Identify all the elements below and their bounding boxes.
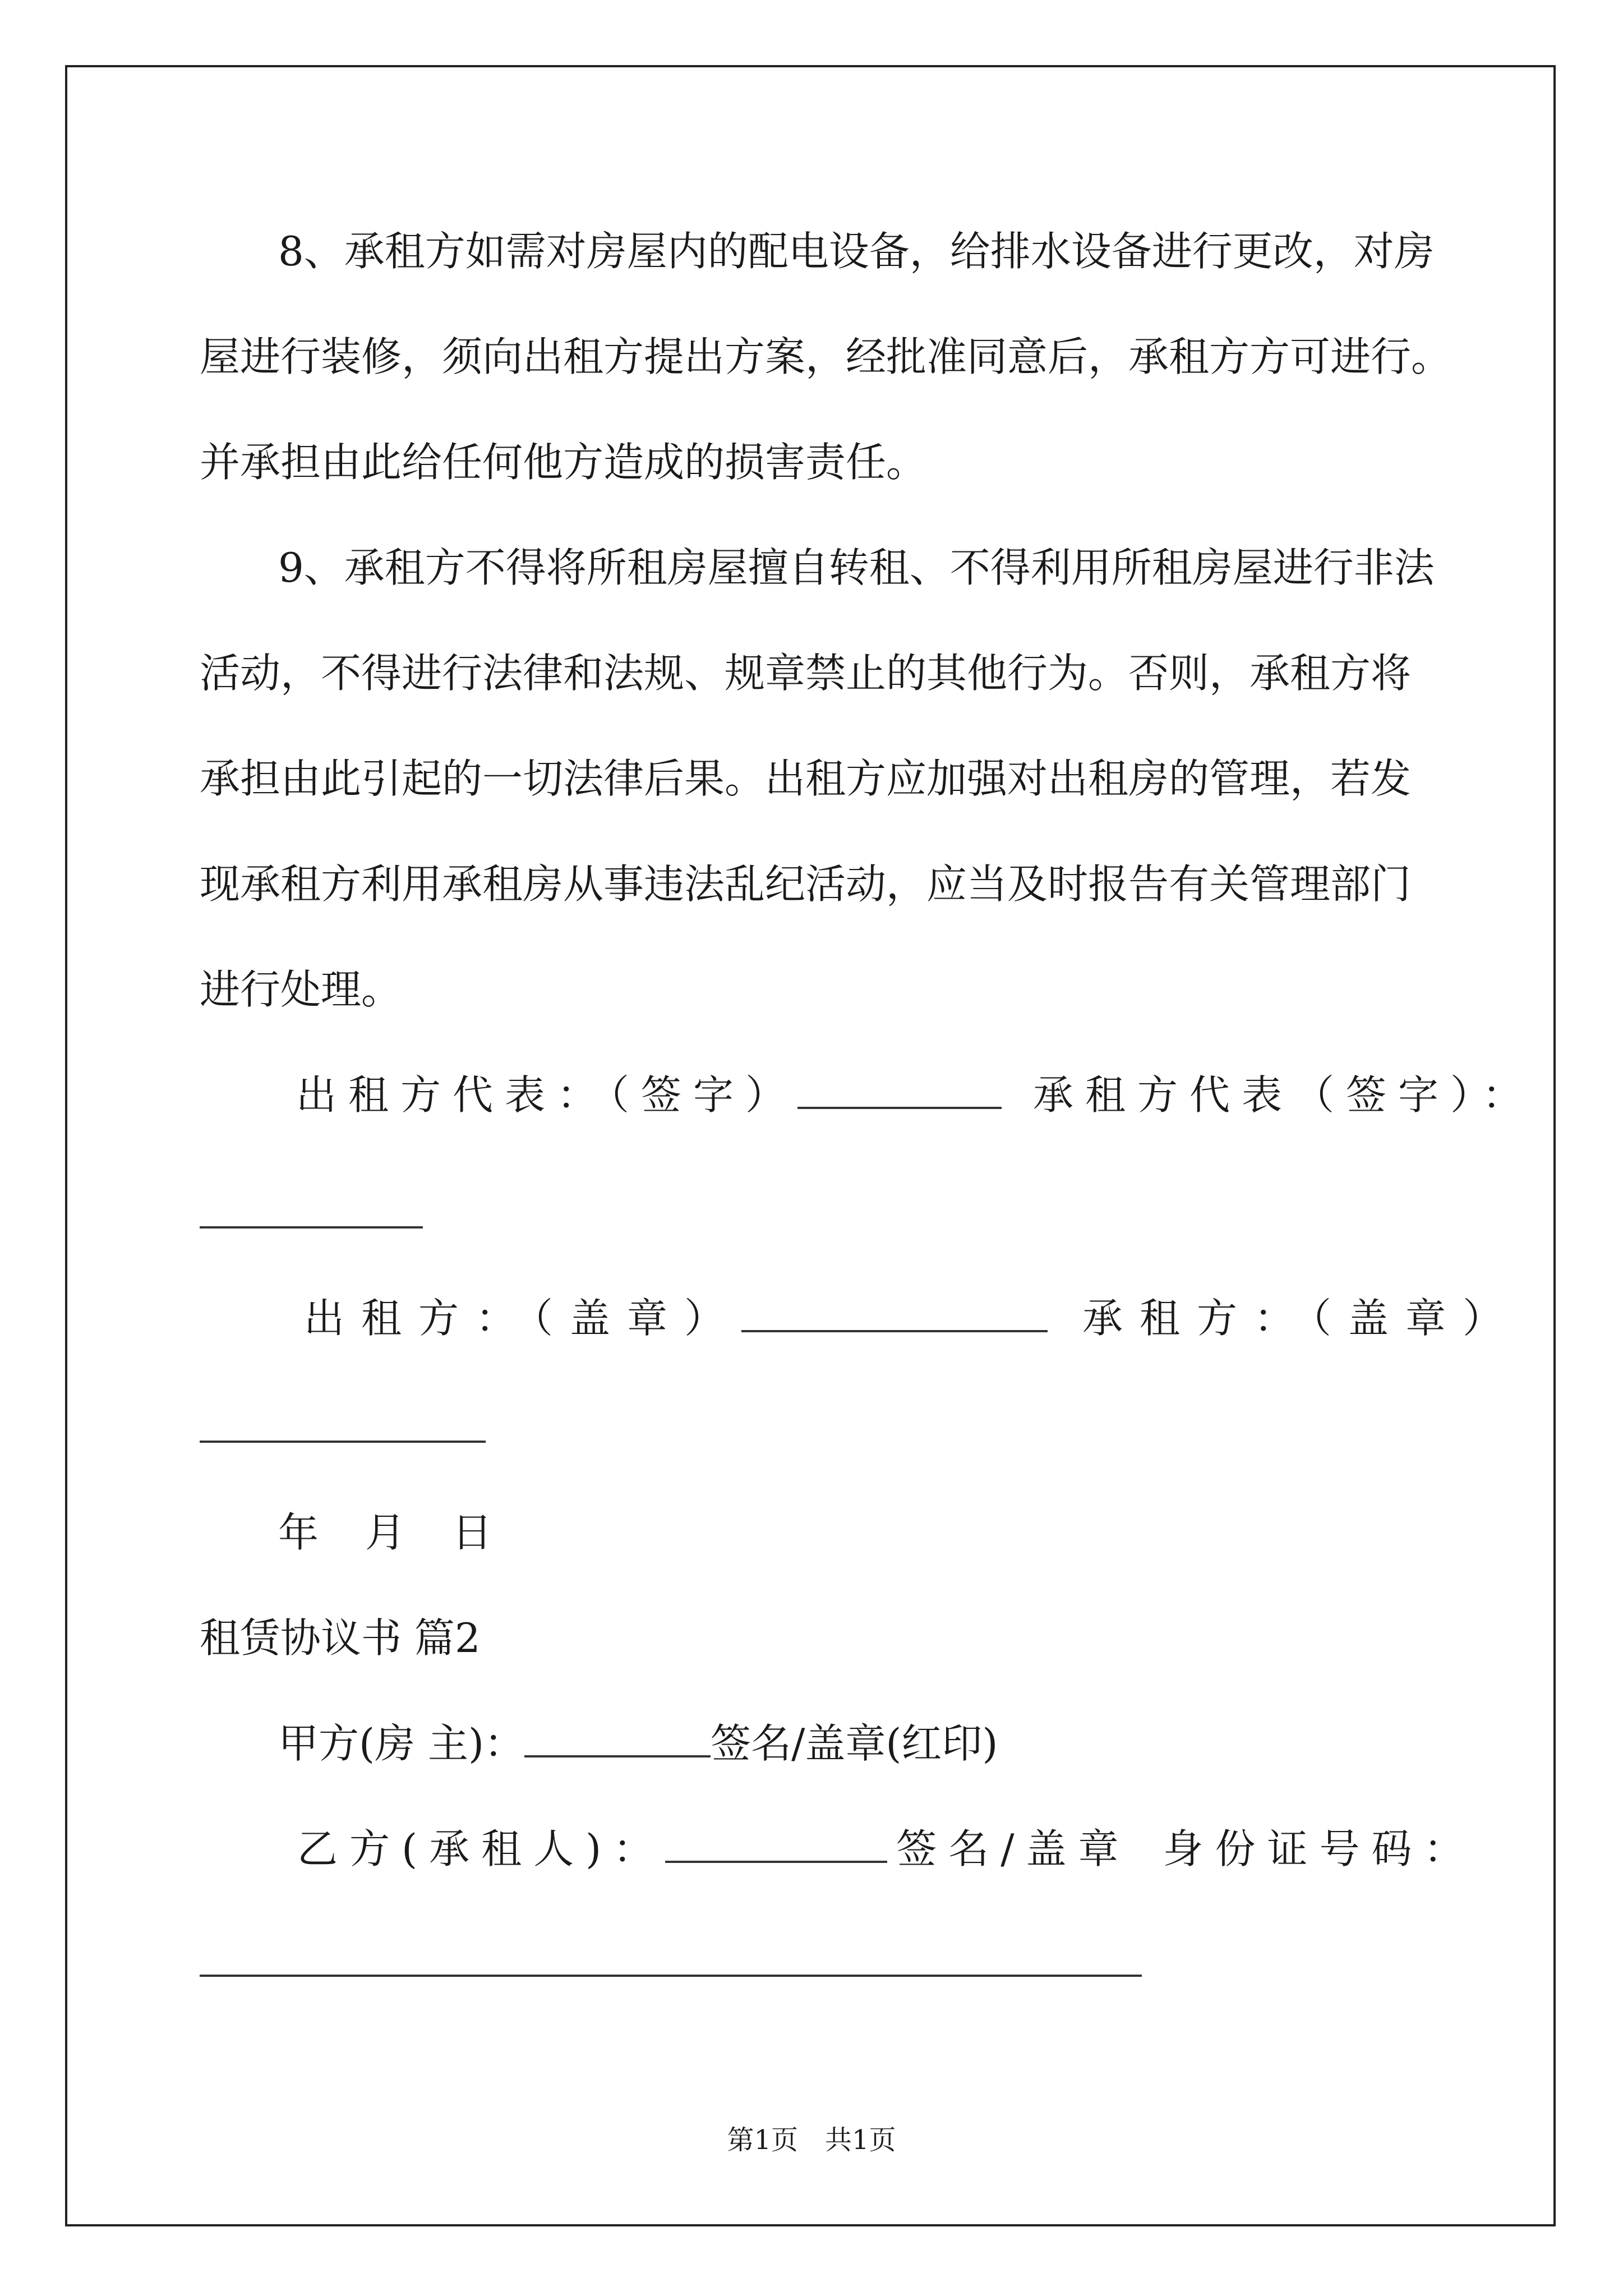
clause-9-line-5: 进行处理。 <box>200 966 402 1013</box>
page-border <box>65 65 1556 2226</box>
clause-8-line-1: 8、承租方如需对房屋内的配电设备，给排水设备进行更改，对房 <box>278 228 1435 275</box>
id-number-label: 身份证号码： <box>1163 1825 1476 1872</box>
representative-signature-row <box>296 1067 1534 1123</box>
party-a-row <box>278 1715 998 1772</box>
lessee-representative-label: 承租方代表（签字）： <box>1033 1071 1535 1119</box>
seal-row <box>304 1290 1520 1346</box>
clause-9-line-3: 承担由此引起的一切法律后果。出租方应加强对出租房的管理，若发 <box>200 755 1412 802</box>
clause-8-line-3: 并承担由此给任何他方造成的损害责任。 <box>200 439 927 486</box>
clause-9-line-2: 活动，不得进行法律和法规、规章禁止的其他行为。否则，承租方将 <box>200 650 1412 697</box>
lessor-representative-label: 出租方代表：（签字） <box>296 1071 798 1119</box>
lessee-seal-label: 承租方：（盖章） <box>1082 1295 1520 1342</box>
lessee-representative-signature-blank[interactable] <box>200 1226 423 1228</box>
party-b-label: 乙方(承租人)： <box>297 1825 666 1872</box>
party-a-signature-blank[interactable] <box>524 1720 711 1757</box>
page-number-footer: 第1页 共1页 <box>727 2124 896 2156</box>
lessor-representative-signature-blank[interactable] <box>797 1072 1002 1109</box>
party-a-label: 甲方(房 主)： <box>278 1720 525 1767</box>
party-b-signature-note: 签名/盖章 <box>896 1825 1131 1872</box>
clause-9-line-1: 9、承租方不得将所租房屋擅自转租、不得利用所租房屋进行非法 <box>278 544 1435 591</box>
party-b-signature-blank[interactable] <box>665 1826 887 1863</box>
lessor-seal-label: 出租方：（盖章） <box>304 1295 742 1342</box>
lessor-seal-blank[interactable] <box>741 1295 1048 1332</box>
section-2-title: 租赁协议书 篇2 <box>200 1614 481 1662</box>
id-number-blank[interactable] <box>200 1975 1142 1977</box>
date-line: 年 月 日 <box>278 1509 509 1556</box>
clause-9-line-4: 现承租方利用承租房从事违法乱纪活动，应当及时报告有关管理部门 <box>200 861 1412 908</box>
party-a-signature-note: 签名/盖章(红印) <box>711 1720 998 1767</box>
clause-8-line-2: 屋进行装修，须向出租方提出方案，经批准同意后，承租方方可进行。 <box>200 333 1452 380</box>
lessee-seal-blank[interactable] <box>200 1441 486 1443</box>
party-b-row <box>297 1821 1476 1877</box>
